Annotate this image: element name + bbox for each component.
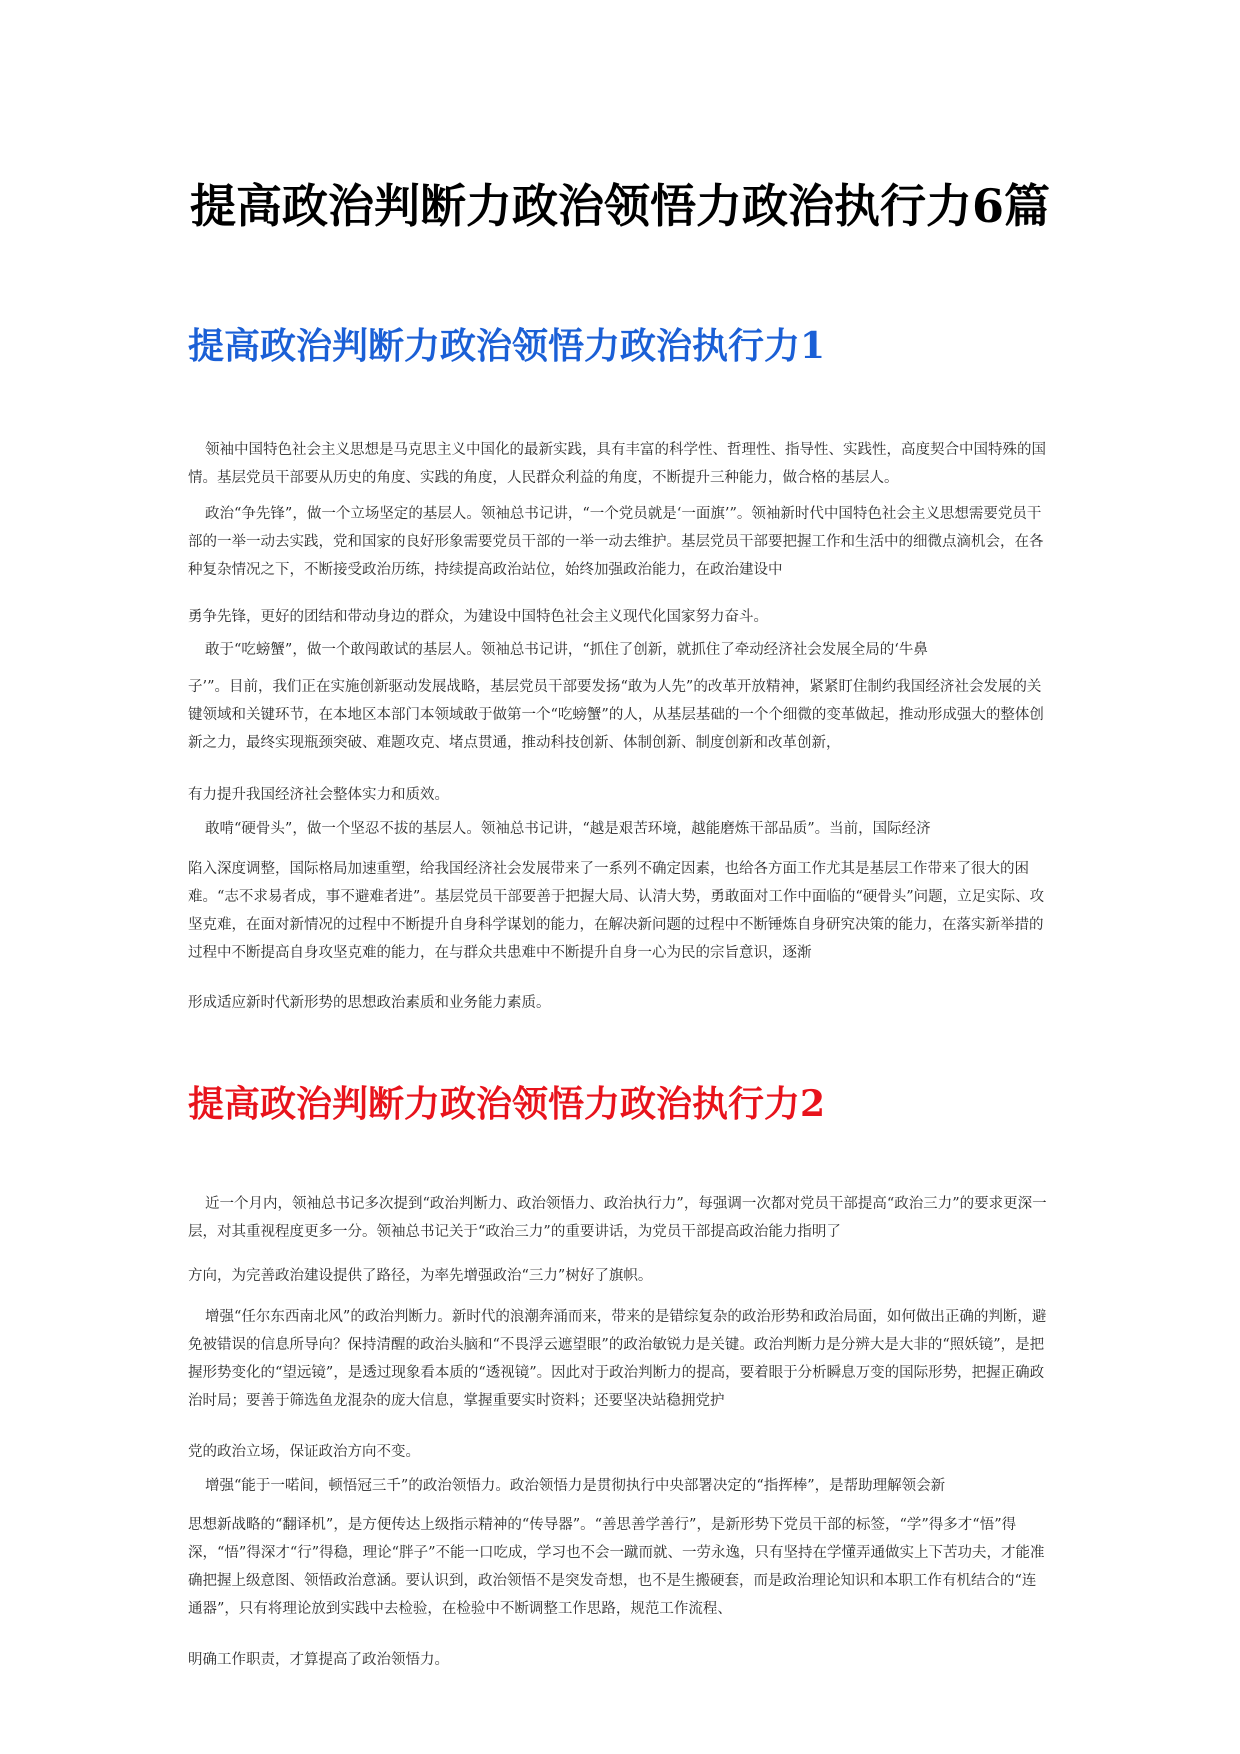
paragraph: 政治“争先锋”，做一个立场坚定的基层人。领袖总书记讲，“一个党员就是‘一面旗’”。领袖新时代中国特色社会主义思想需要党员干部的一举一动去实践，党和国家的良好形象需要党员干部的一举一动去维护。基层党员干部要把握工作和生活中的细微点滴机会，在各种复杂情况之下，不断接受政治历练，持续提高政治站位，始终加强政治能力，在政治建设中 bbox=[188, 506, 1044, 578]
paragraph: 形成适应新时代新形势的思想政治素质和业务能力素质。 bbox=[188, 995, 551, 1011]
section-2-heading: 提高政治判断力政治领悟力政治执行力2 bbox=[188, 1083, 826, 1125]
paragraph: 子’”。目前，我们正在实施创新驱动发展战略，基层党员干部要发扬“敢为人先”的改革开放精神，紧紧盯住制约我国经济社会发展的关键领域和关键环节，在本地区本部门本领域敢于做第一个“吃螃蟹”的人，从基层基础的一个个细微的变革做起，推动形成强大的整体创新之力，最终实现瓶颈突破、难题攻克、堵点贯通，推动科技创新、体制创新、制度创新和改革创新， bbox=[188, 679, 1044, 751]
paragraph: 勇争先锋，更好的团结和带动身边的群众，为建设中国特色社会主义现代化国家努力奋斗。 bbox=[188, 609, 768, 625]
paragraph: 近一个月内，领袖总书记多次提到“政治判断力、政治领悟力、政治执行力”，每强调一次都对党员干部提高“政治三力”的要求更深一层，对其重视程度更多一分。领袖总书记关于“政治三力”的重要讲话，为党员干部提高政治能力指明了 bbox=[188, 1196, 1047, 1240]
paragraph: 敢于“吃螃蟹”，做一个敢闯敢试的基层人。领袖总书记讲，“抓住了创新，就抓住了牵动经济社会发展全局的‘牛鼻 bbox=[205, 642, 928, 658]
paragraph: 增强“任尔东西南北风”的政治判断力。新时代的浪潮奔涌而来，带来的是错综复杂的政治形势和政治局面，如何做出正确的判断，避免被错误的信息所导向？保持清醒的政治头脑和“不畏浮云遮望眼”的政治敏锐力是关键。政治判断力是分辨大是大非的“照妖镜”，是把握形势变化的“望远镜”，是透过现象看本质的“透视镜”。因此对于政治判断力的提高，要着眼于分析瞬息万变的国际形势，把握正确政治时局；要善于筛选鱼龙混杂的庞大信息，掌握重要实时资料；还要坚决站稳拥党护 bbox=[188, 1309, 1047, 1409]
paragraph: 领袖中国特色社会主义思想是马克思主义中国化的最新实践，具有丰富的科学性、哲理性、指导性、实践性，高度契合中国特殊的国情。基层党员干部要从历史的角度、实践的角度，人民群众利益的角度，不断提升三种能力，做合格的基层人。 bbox=[188, 442, 1046, 486]
paragraph: 方向，为完善政治建设提供了路径，为率先增强政治“三力”树好了旗帜。 bbox=[188, 1268, 653, 1284]
paragraph: 党的政治立场，保证政治方向不变。 bbox=[188, 1444, 420, 1460]
paragraph: 增强“能于一喏间，顿悟冠三千”的政治领悟力。政治领悟力是贯彻执行中央部署决定的“指挥棒”，是帮助理解领会新 bbox=[205, 1478, 946, 1494]
paragraph: 明确工作职责，才算提高了政治领悟力。 bbox=[188, 1652, 449, 1668]
paragraph: 陷入深度调整，国际格局加速重塑，给我国经济社会发展带来了一系列不确定因素，也给各方面工作尤其是基层工作带来了很大的困难。“志不求易者成，事不避难者进”。基层党员干部要善于把握大局、认清大势，勇敢面对工作中面临的“硬骨头”问题，立足实际、攻坚克难，在面对新情况的过程中不断提升自身科学谋划的能力，在解决新问题的过程中不断锤炼自身研究决策的能力，在落实新举措的过程中不断提高自身攻坚克难的能力，在与群众共患难中不断提升自身一心为民的宗旨意识，逐渐 bbox=[188, 861, 1045, 961]
document-title: 提高政治判断力政治领悟力政治执行力6篇 bbox=[189, 179, 1050, 233]
paragraph: 有力提升我国经济社会整体实力和质效。 bbox=[188, 787, 449, 803]
section-1-heading: 提高政治判断力政治领悟力政治执行力1 bbox=[188, 325, 826, 367]
paragraph: 思想新战略的“翻译机”，是方便传达上级指示精神的“传导器”。“善思善学善行”，是新形势下党员干部的标签，“学”得多才“悟”得深，“悟”得深才“行”得稳，理论“胖子”不能一口吃成，学习也不会一蹴而就、一劳永逸，只有坚持在学懂弄通做实上下苦功夫，才能准确把握上级意图、领悟政治意涵。要认识到，政治领悟不是突发奇想，也不是生搬硬套，而是政治理论知识和本职工作有机结合的“连通器”，只有将理论放到实践中去检验，在检验中不断调整工作思路，规范工作流程、 bbox=[188, 1517, 1045, 1617]
paragraph: 敢啃“硬骨头”，做一个坚忍不拔的基层人。领袖总书记讲，“越是艰苦环境，越能磨炼干部品质”。当前，国际经济 bbox=[205, 821, 931, 837]
